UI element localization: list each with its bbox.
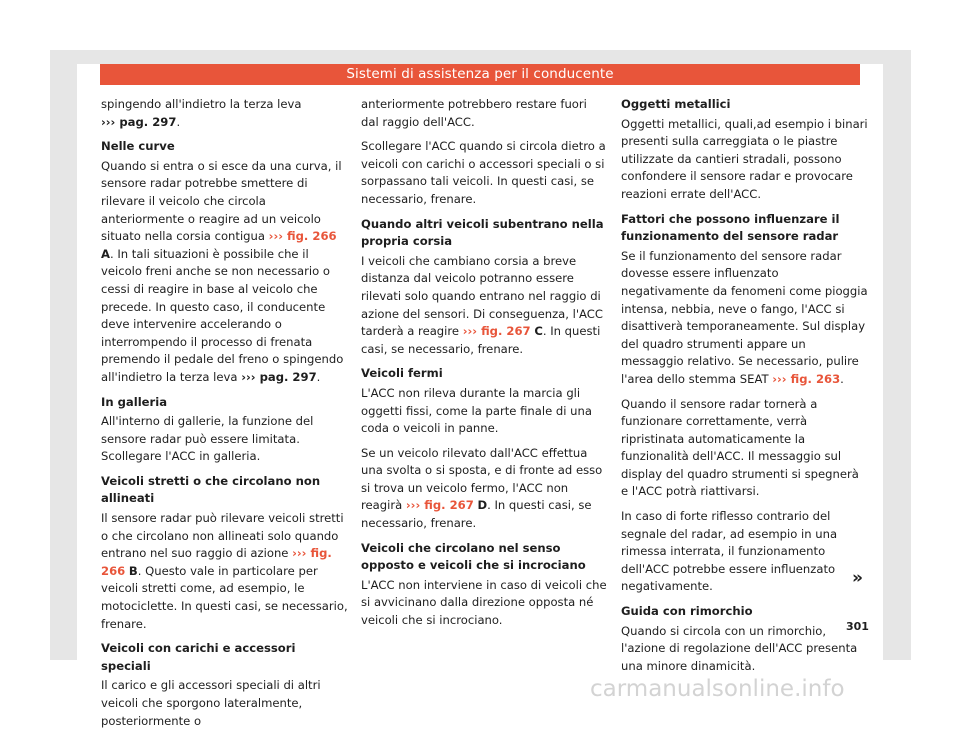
figure-link[interactable]: ››› fig. 263 — [772, 371, 841, 386]
watermark: carmanualsonline.info — [590, 676, 845, 702]
paragraph: Se un veicolo rilevato dall'ACC effettua una svolta o si sposta, e di fronte ad esso si trova un veicolo fermo, l'ACC non reagirà ››› fig. 267 D. In questi casi, se necessario, frenare. — [361, 445, 603, 531]
paragraph: spingendo all'indietro la terza leva ››› pag. 297. — [101, 97, 302, 129]
column-2 — [361, 96, 608, 637]
heading-senso-opposto: Veicoli che circolano nel senso opposto e veicoli che si incrociano — [361, 540, 586, 573]
page-reference[interactable]: ››› pag. 297 — [101, 114, 177, 129]
paragraph: Se il funzionamento del sensore radar dovesse essere influenzato negativamente da fenomeni come pioggia intensa, nebbia, neve o fango, l'ACC si disattiverà temporaneamente. Sul display del quadro strumenti appare un messaggio relativo. Se necessario, pulire l'area dello stemma SEAT ››› fig. 263. — [621, 248, 868, 386]
heading-galleria: In galleria — [101, 394, 168, 409]
heading-veicoli-fermi: Veicoli fermi — [361, 366, 443, 381]
paragraph: Scollegare l'ACC quando si circola dietro a veicoli con carichi o accessori speciali o si sorpassano tali veicoli. In questi casi, se necessario, frenare. — [361, 139, 606, 206]
heading-curve: Nelle curve — [101, 139, 175, 154]
paragraph: Quando il sensore radar tornerà a funzionare correttamente, verrà ripristinata automaticamente la funzionalità dell'ACC. Il messaggio sul display del quadro strumenti si spegnerà e l'ACC potrà riattivarsi. — [621, 396, 859, 499]
figure-link[interactable]: ››› fig. 266 — [101, 546, 332, 578]
column-3 — [621, 96, 868, 682]
paragraph: All'interno di gallerie, la funzione del sensore radar può essere limitata. Scollegare l'ACC in galleria. — [101, 414, 314, 464]
heading-subentrano: Quando altri veicoli subentrano nella propria corsia — [361, 216, 604, 249]
heading-rimorchio: Guida con rimorchio — [621, 604, 753, 619]
paragraph: Il sensore radar può rilevare veicoli stretti o che circolano non allineati solo quando entrano nel suo raggio di azione ››› fig. 266 B. Questo vale in particolare per veicoli stretti come, ad esempio, le motociclette. In questi casi, se necessario, frenare. — [101, 511, 348, 631]
figure-link[interactable]: ››› fig. 266 — [268, 229, 337, 244]
page-number: 301 — [846, 620, 869, 633]
heading-fattori: Fattori che possono influenzare il funzionamento del sensore radar — [621, 211, 840, 244]
heading-oggetti-metallici: Oggetti metallici — [621, 97, 731, 111]
heading-veicoli-carichi: Veicoli con carichi e accessori speciali — [101, 641, 296, 673]
heading-veicoli-stretti: Veicoli stretti o che circolano non allineati — [101, 473, 321, 506]
continue-arrow-icon: » — [852, 568, 863, 588]
paragraph: Quando si entra o si esce da una curva, il sensore radar potrebbe smettere di rilevare il veicolo che circola anteriormente o reagire ad un veicolo situato nella corsia contigua ››› fig. 266 A. In tali situazioni è possibile che il veicolo freni anche se non necessario o cessi di reagire in base al veicolo che precede. In questo caso, il conducente deve intervenire accelerando o interrompendo il processo di frenata premendo il pedale del freno o spingendo all'indietro la terza leva ››› pag. 297. — [101, 158, 344, 384]
paragraph: anteriormente potrebbero restare fuori dal raggio dell'ACC. — [361, 97, 587, 129]
column-1 — [101, 96, 348, 737]
page-reference[interactable]: ››› pag. 297 — [241, 369, 317, 384]
paragraph: L'ACC non interviene in caso di veicoli che si avvicinano dalla direzione opposta né veicoli che si incrociano. — [361, 577, 607, 628]
paragraph: Il carico e gli accessori speciali di altri veicoli che sporgono lateralmente, posteriormente o — [101, 678, 321, 728]
paragraph: I veicoli che cambiano corsia a breve distanza dal veicolo potranno essere rilevati solo quando entrano nel raggio di azione del sensori. Di conseguenza, l'ACC tarderà a reagire ››› fig. 267 C. In questi casi, se necessario, frenare. — [361, 253, 603, 356]
paragraph: In caso di forte riflesso contrario del segnale del radar, ad esempio in una rimessa interrata, il funzionamento dell'ACC potrebbe essere influenzato negativamente. — [621, 509, 838, 594]
paragraph: Oggetti metallici, quali,ad esempio i binari presenti sulla carreggiata o le piastre utilizzate da cantieri stradali, possono confondere il sensore radar e provocare reazioni errate dell'ACC. — [621, 116, 868, 201]
paragraph: Quando si circola con un rimorchio, l'azione di regolazione dell'ACC presenta una minore dinamicità. — [621, 623, 858, 673]
figure-link[interactable]: ››› fig. 267 — [462, 324, 531, 339]
section-header: Sistemi di assistenza per il conducente — [100, 64, 860, 85]
figure-link[interactable]: ››› fig. 267 — [405, 498, 474, 513]
paragraph: L'ACC non rileva durante la marcia gli oggetti fissi, come la parte finale di una coda o veicoli in panne. — [361, 385, 592, 436]
